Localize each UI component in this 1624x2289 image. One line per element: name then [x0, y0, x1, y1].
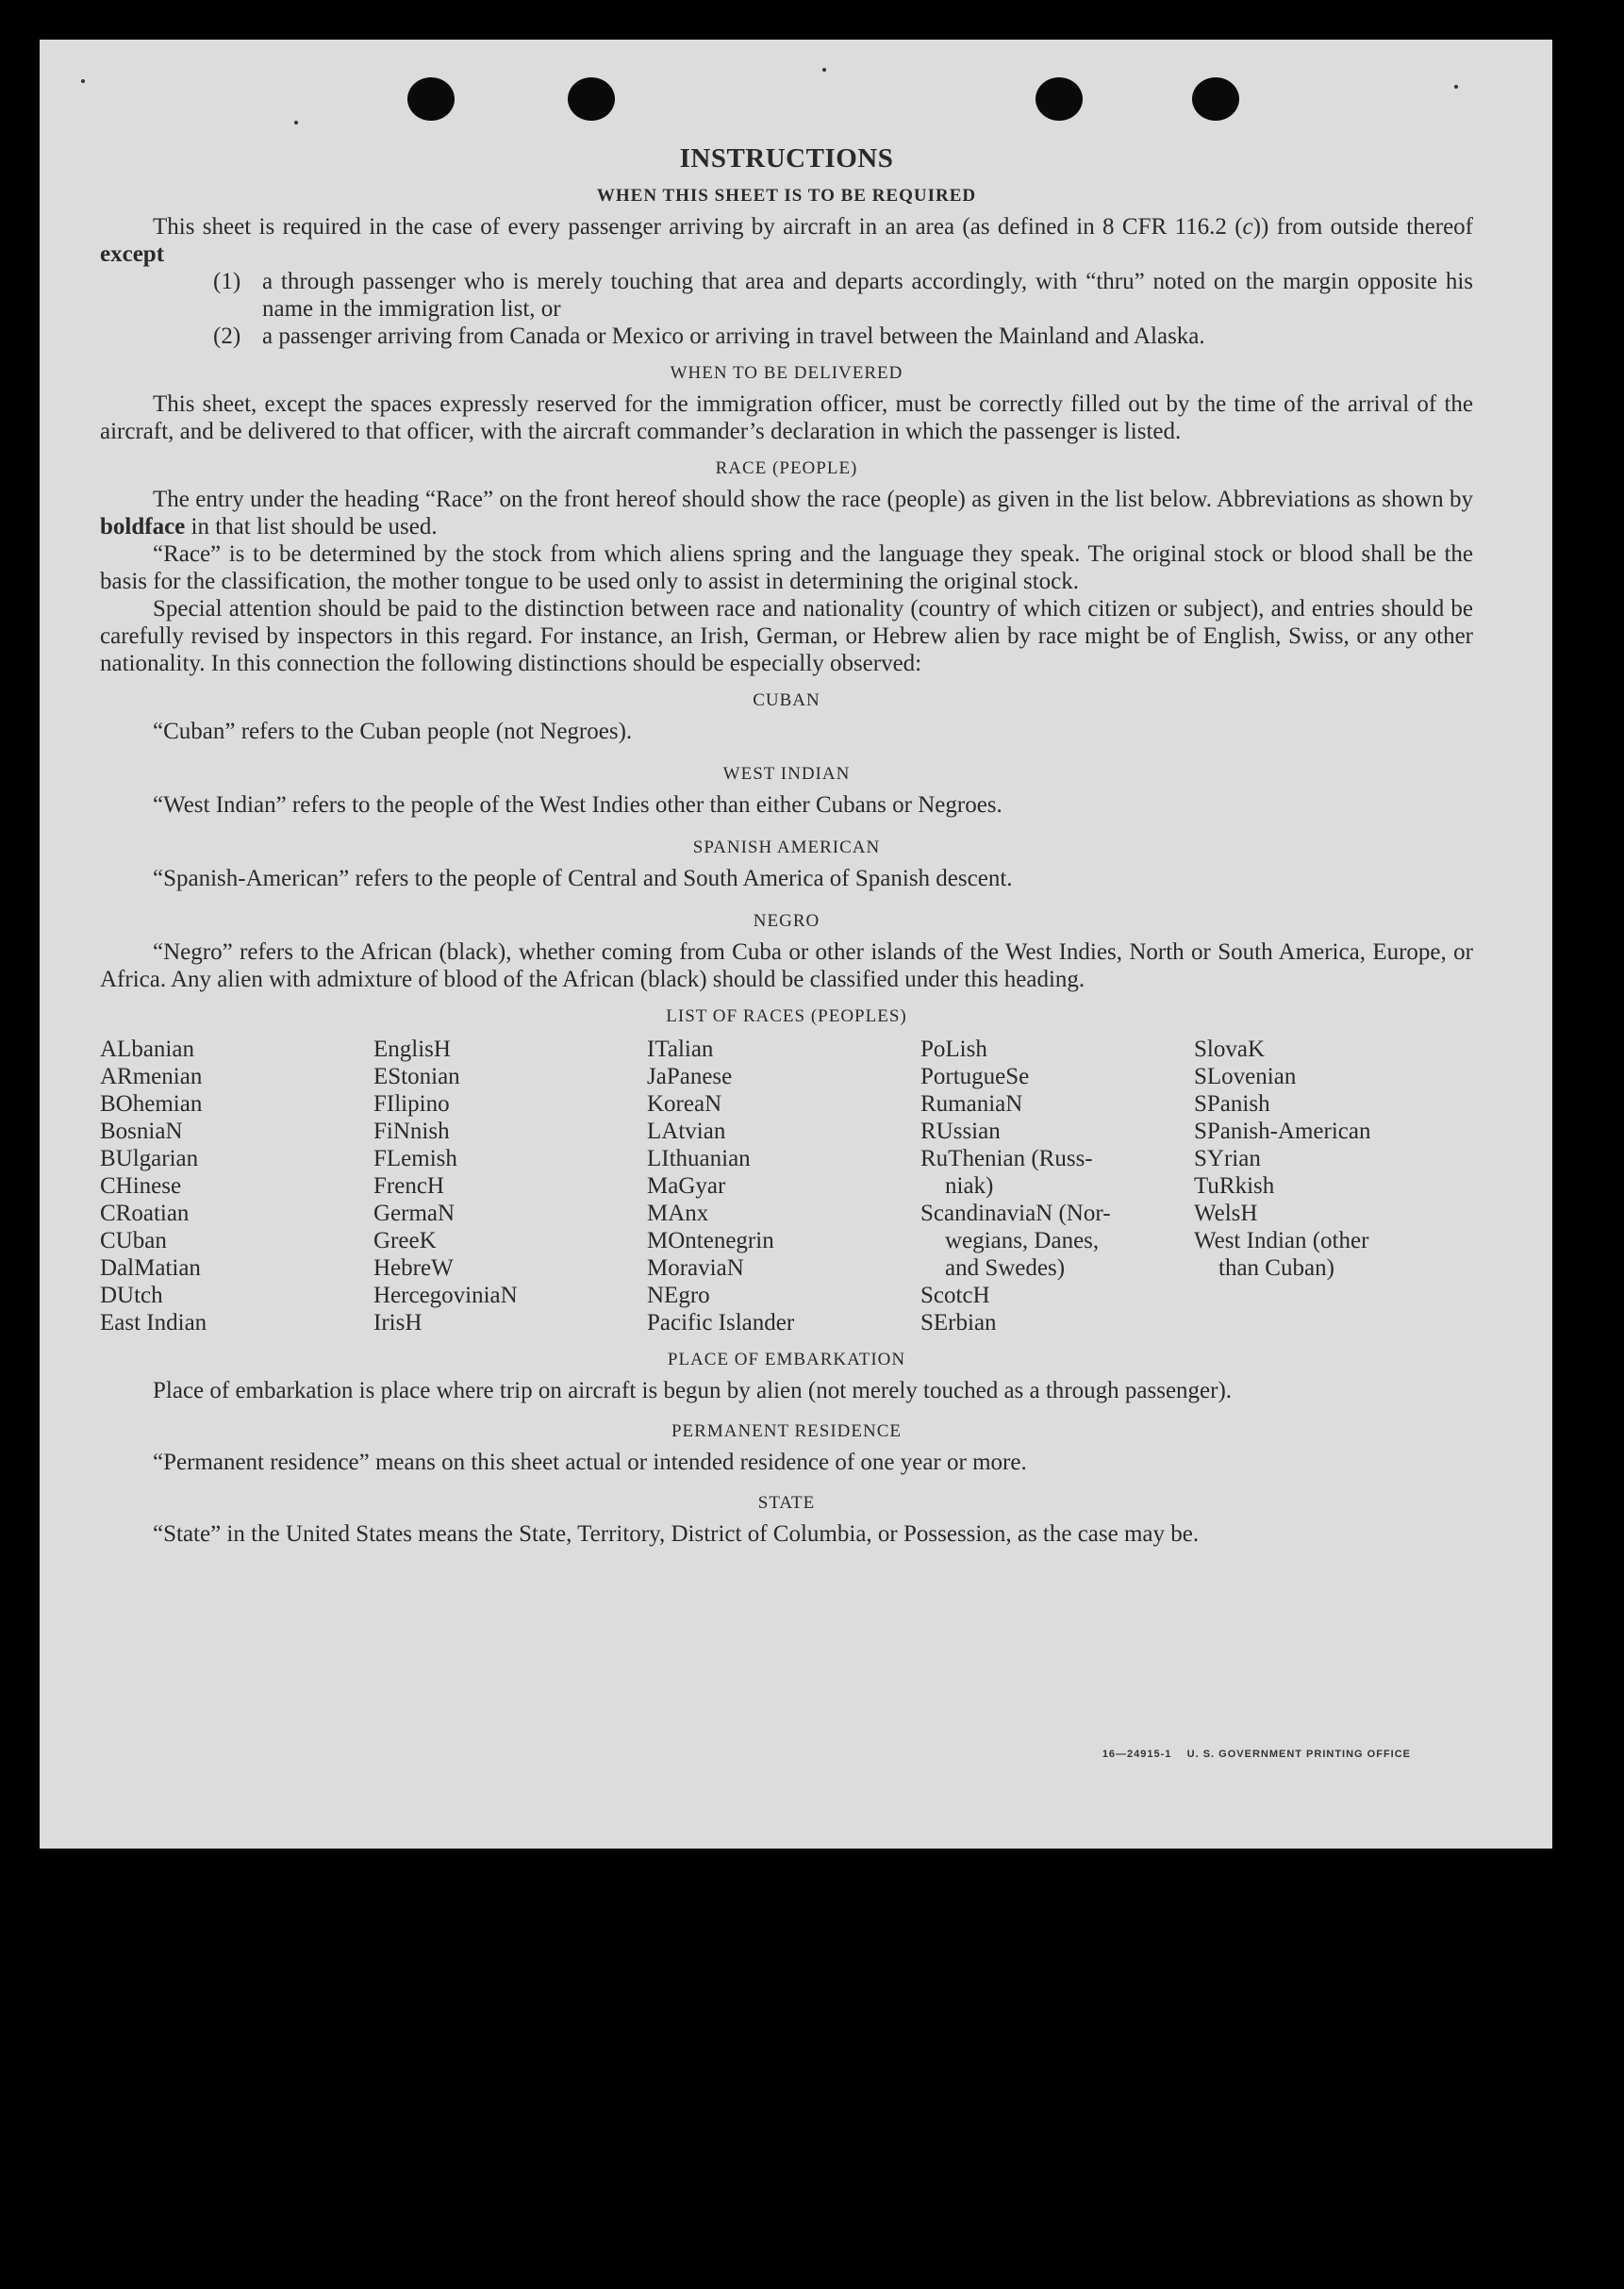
race-entry: FiNnish: [373, 1119, 450, 1144]
race-entry: GermaN: [373, 1201, 456, 1226]
race-entry: HercegoviniaN: [373, 1283, 518, 1308]
race-entry: TuRkish: [1194, 1173, 1275, 1199]
race-entry: SlovaK: [1194, 1037, 1265, 1062]
race-entry: West Indian (other: [1194, 1228, 1369, 1253]
heading-embarkation: PLACE OF EMBARKATION: [667, 1350, 906, 1369]
race-entry: DalMatian: [100, 1255, 201, 1281]
race-entry: SErbian: [920, 1310, 997, 1335]
race-entry: EStonian: [373, 1064, 460, 1089]
document-sheet: [40, 40, 1552, 1849]
paragraph-required-intro: This sheet is required in the case of every passenger arriving by aircraft in an area (as defined in 8 CFR 116.2 (c)) from outside thereof except: [100, 214, 1473, 267]
race-entry: Pacific Islander: [647, 1310, 795, 1335]
speck: [822, 68, 826, 72]
race-entry: WelsH: [1194, 1201, 1258, 1226]
race-entry: PortugueSe: [920, 1064, 1030, 1089]
paragraph-race-3: Special attention should be paid to the distinction between race and nationality (country of which citizen or subject), and entries should be carefully revised by inspectors in this regard. For instance, an Irish, German, or Hebrew alien by race might be of English, Swiss, or any other nationality. In this connection the following distinctions should be especially observed:: [100, 596, 1473, 676]
race-entry: LIthuanian: [647, 1146, 751, 1171]
race-entry-continued: niak): [945, 1173, 994, 1199]
race-entry: RumaniaN: [920, 1091, 1023, 1117]
item-number: (2): [213, 323, 241, 349]
race-entry: JaPanese: [647, 1064, 733, 1089]
punch-hole: [407, 77, 455, 121]
page-title: INSTRUCTIONS: [679, 143, 894, 174]
race-entry: East Indian: [100, 1310, 207, 1335]
race-entry: ITalian: [647, 1037, 714, 1062]
race-entry: MOntenegrin: [647, 1228, 774, 1253]
punch-hole: [1192, 77, 1239, 121]
printer-imprint: [1102, 1749, 1411, 1760]
race-entry: LAtvian: [647, 1119, 726, 1144]
heading-cuban: CUBAN: [753, 690, 820, 710]
races-column-4: [920, 1036, 1194, 1336]
paragraph-west-indian: “West Indian” refers to the people of the West Indies other than either Cubans or Negroes.: [153, 792, 1003, 818]
race-entry: BosniaN: [100, 1119, 183, 1144]
heading-west-indian: WEST INDIAN: [722, 764, 851, 784]
race-entry: CUban: [100, 1228, 167, 1253]
paragraph-embarkation: Place of embarkation is place where trip on aircraft is begun by alien (not merely touched as a through passenger).: [153, 1378, 1233, 1403]
heading-list-of-races: LIST OF RACES (PEOPLES): [666, 1006, 907, 1026]
race-entry: ScotcH: [920, 1283, 990, 1308]
races-list: [100, 1036, 1473, 1336]
race-entry: IrisH: [373, 1310, 423, 1335]
race-entry: SYrian: [1194, 1146, 1261, 1171]
race-entry-continued: than Cuban): [1218, 1255, 1334, 1281]
speck: [81, 79, 85, 83]
heading-when-delivered: WHEN TO BE DELIVERED: [670, 363, 903, 383]
race-entry: HebreW: [373, 1255, 454, 1281]
race-entry: BOhemian: [100, 1091, 203, 1117]
speck: [294, 121, 298, 124]
printer-name: U. S. GOVERNMENT PRINTING OFFICE: [1186, 1749, 1411, 1760]
race-entry-continued: and Swedes): [945, 1255, 1066, 1281]
race-entry: SPanish: [1194, 1091, 1270, 1117]
race-entry: FLemish: [373, 1146, 457, 1171]
paragraph-spanish-american: “Spanish-American” refers to the people of Central and South America of Spanish descent.: [153, 866, 1013, 891]
item-text: a through passenger who is merely touching that area and departs accordingly, with “thru” noted on the margin opposite his name in the immigration list, or: [262, 269, 1473, 322]
races-column-1: [100, 1036, 373, 1336]
exception-item-1: [213, 268, 1473, 323]
race-entry: ALbanian: [100, 1037, 194, 1062]
paragraph-state: “State” in the United States means the State, Territory, District of Columbia, or Possession, as the case may be.: [153, 1521, 1200, 1547]
paragraph-race-1: The entry under the heading “Race” on the front hereof should show the race (people) as given in the list below. Abbreviations as shown by boldface in that list should be used.: [100, 487, 1473, 539]
race-entry: DUtch: [100, 1283, 163, 1308]
heading-when-required: WHEN THIS SHEET IS TO BE REQUIRED: [596, 186, 977, 206]
instructions-body: [100, 145, 1473, 1548]
race-entry: RuThenian (Russ-: [920, 1146, 1093, 1171]
heading-negro: NEGRO: [753, 911, 820, 931]
race-entry: NEgro: [647, 1283, 710, 1308]
races-column-2: [373, 1036, 647, 1336]
form-code: 16—24915-1: [1102, 1749, 1172, 1760]
race-entry-continued: wegians, Danes,: [945, 1228, 1100, 1253]
punch-hole: [1036, 77, 1083, 121]
heading-permanent-residence: PERMANENT RESIDENCE: [671, 1421, 903, 1441]
race-entry: ScandinaviaN (Nor-: [920, 1201, 1111, 1226]
item-number: (1): [213, 269, 241, 294]
heading-state: STATE: [757, 1493, 816, 1513]
race-entry: BUlgarian: [100, 1146, 199, 1171]
exception-item-2: [213, 323, 1473, 350]
speck: [1454, 85, 1458, 89]
paragraph-race-2: “Race” is to be determined by the stock from which aliens spring and the language they speak. The original stock or blood shall be the basis for the classification, the mother tongue to be used only to assist in determining the original stock.: [100, 541, 1473, 594]
race-entry: CHinese: [100, 1173, 182, 1199]
race-entry: KoreaN: [647, 1091, 722, 1117]
race-entry: MAnx: [647, 1201, 709, 1226]
paragraph-negro: “Negro” refers to the African (black), whether coming from Cuba or other islands of the West Indies, North or South America, Europe, or Africa. Any alien with admixture of blood of the African (black) should be classified under this heading.: [100, 939, 1473, 992]
race-entry: MoraviaN: [647, 1255, 744, 1281]
race-entry: GreeK: [373, 1228, 437, 1253]
race-entry: PoLish: [920, 1037, 987, 1062]
races-column-3: [647, 1036, 920, 1336]
heading-spanish-american: SPANISH AMERICAN: [692, 838, 881, 857]
paragraph-permanent-residence: “Permanent residence” means on this sheet actual or intended residence of one year or more.: [153, 1450, 1027, 1475]
race-entry: MaGyar: [647, 1173, 726, 1199]
paragraph-delivered: This sheet, except the spaces expressly reserved for the immigration officer, must be correctly filled out by the time of the arrival of the aircraft, and be delivered to that officer, with the aircraft commander’s declaration in which the passenger is listed.: [100, 391, 1473, 444]
race-entry: SPanish-American: [1194, 1119, 1371, 1144]
paragraph-cuban: “Cuban” refers to the Cuban people (not Negroes).: [153, 719, 633, 744]
race-entry: RUssian: [920, 1119, 1001, 1144]
races-column-5: [1194, 1036, 1473, 1336]
race-entry: CRoatian: [100, 1201, 190, 1226]
race-entry: EnglisH: [373, 1037, 451, 1062]
item-text: a passenger arriving from Canada or Mexico or arriving in travel between the Mainland and Alaska.: [262, 323, 1205, 349]
race-entry: SLovenian: [1194, 1064, 1297, 1089]
race-entry: FrencH: [373, 1173, 444, 1199]
race-entry: ARmenian: [100, 1064, 203, 1089]
race-entry: FIlipino: [373, 1091, 450, 1117]
heading-race: RACE (PEOPLE): [715, 458, 858, 478]
punch-hole: [568, 77, 615, 121]
